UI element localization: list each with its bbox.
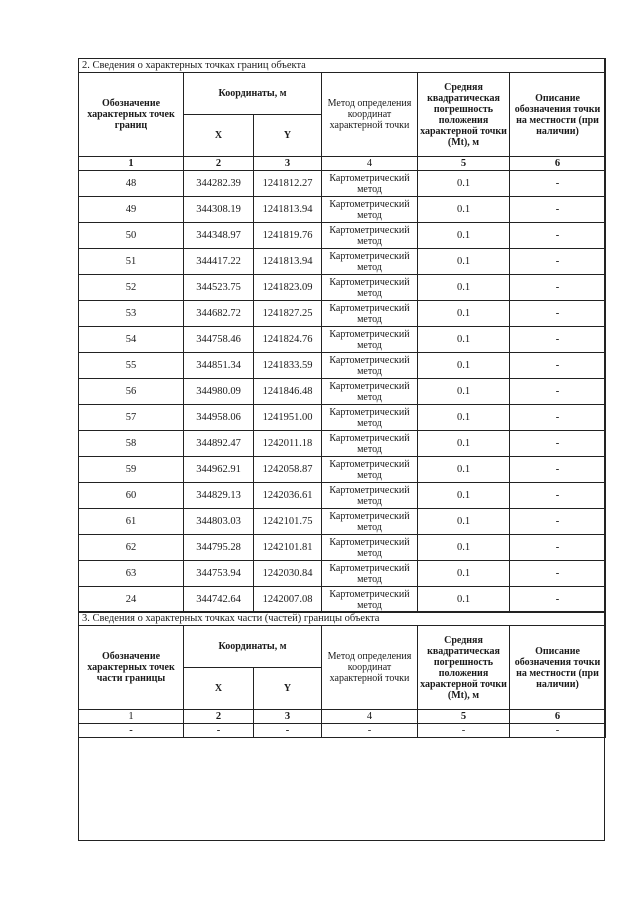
cell-designation: 59 xyxy=(79,457,184,483)
section-3-title-row xyxy=(79,612,606,626)
cell-error: 0.1 xyxy=(418,535,510,561)
cell-error: 0.1 xyxy=(418,587,510,613)
table-row xyxy=(79,275,606,301)
table-row xyxy=(79,431,606,457)
cell-designation: 60 xyxy=(79,483,184,509)
cell-designation: 61 xyxy=(79,509,184,535)
table-row xyxy=(79,301,606,327)
cell-error: 0.1 xyxy=(418,275,510,301)
cell-x: 344851.34 xyxy=(184,353,254,379)
cell-y: 1241823.09 xyxy=(254,275,322,301)
cell-y: 1241846.48 xyxy=(254,379,322,405)
cell-y: 1241824.76 xyxy=(254,327,322,353)
cell-designation: - xyxy=(79,724,184,738)
cell-error: 0.1 xyxy=(418,561,510,587)
cell-error: 0.1 xyxy=(418,301,510,327)
cell-error: 0.1 xyxy=(418,171,510,197)
cell-method: Картометрический метод xyxy=(322,275,418,301)
table-row xyxy=(79,249,606,275)
cell-x: 344958.06 xyxy=(184,405,254,431)
cell-description: - xyxy=(510,301,606,327)
table-row xyxy=(79,405,606,431)
cell-method: Картометрический метод xyxy=(322,561,418,587)
header-error: Средняя квадратическая погрешность положения характерной точки (Mt), м xyxy=(418,626,510,710)
cell-designation: 55 xyxy=(79,353,184,379)
cell-designation: 63 xyxy=(79,561,184,587)
column-number: 1 xyxy=(79,710,184,724)
header-method: Метод определения координат характерной точки xyxy=(322,626,418,710)
cell-y: 1242101.81 xyxy=(254,535,322,561)
cell-description: - xyxy=(510,405,606,431)
cell-method: Картометрический метод xyxy=(322,327,418,353)
cell-error: - xyxy=(418,724,510,738)
table-row xyxy=(79,171,606,197)
column-number: 1 xyxy=(79,157,184,171)
cell-description: - xyxy=(510,171,606,197)
cell-method: Картометрический метод xyxy=(322,457,418,483)
cell-description: - xyxy=(510,483,606,509)
cell-x: 344892.47 xyxy=(184,431,254,457)
cell-method: Картометрический метод xyxy=(322,379,418,405)
header-y: Y xyxy=(254,668,322,710)
cell-method: Картометрический метод xyxy=(322,535,418,561)
cell-method: Картометрический метод xyxy=(322,197,418,223)
cell-y: 1241833.59 xyxy=(254,353,322,379)
table-row xyxy=(79,509,606,535)
cell-y: 1241813.94 xyxy=(254,197,322,223)
cell-error: 0.1 xyxy=(418,379,510,405)
cell-x: 344758.46 xyxy=(184,327,254,353)
column-number: 3 xyxy=(254,157,322,171)
cell-x: 344980.09 xyxy=(184,379,254,405)
cell-description: - xyxy=(510,275,606,301)
cell-y: 1241951.00 xyxy=(254,405,322,431)
column-number: 2 xyxy=(184,157,254,171)
cell-method: Картометрический метод xyxy=(322,223,418,249)
cell-method: Картометрический метод xyxy=(322,301,418,327)
cell-method: Картометрический метод xyxy=(322,431,418,457)
cell-y: 1242058.87 xyxy=(254,457,322,483)
cell-method: Картометрический метод xyxy=(322,353,418,379)
cell-x: 344795.28 xyxy=(184,535,254,561)
cell-designation: 48 xyxy=(79,171,184,197)
boundary-part-points-table xyxy=(78,611,606,738)
cell-error: 0.1 xyxy=(418,431,510,457)
column-number: 5 xyxy=(418,157,510,171)
cell-designation: 58 xyxy=(79,431,184,457)
cell-error: 0.1 xyxy=(418,327,510,353)
cell-method: Картометрический метод xyxy=(322,249,418,275)
cell-x: 344523.75 xyxy=(184,275,254,301)
section-3-title: 3. Сведения о характерных точках части (частей) границы объекта xyxy=(79,612,606,626)
column-number: 6 xyxy=(510,710,606,724)
cell-x: 344417.22 xyxy=(184,249,254,275)
column-number: 3 xyxy=(254,710,322,724)
cell-method: Картометрический метод xyxy=(322,405,418,431)
cell-description: - xyxy=(510,249,606,275)
cell-x: 344742.64 xyxy=(184,587,254,613)
table-row xyxy=(79,561,606,587)
cell-x: 344753.94 xyxy=(184,561,254,587)
cell-designation: 50 xyxy=(79,223,184,249)
section-2-title: 2. Сведения о характерных точках границ объекта xyxy=(79,59,606,73)
cell-x: 344962.91 xyxy=(184,457,254,483)
cell-error: 0.1 xyxy=(418,483,510,509)
header-designation: Обозначение характерных точек границ xyxy=(79,73,184,157)
cell-designation: 57 xyxy=(79,405,184,431)
table-row xyxy=(79,483,606,509)
header-method: Метод определения координат характерной точки xyxy=(322,73,418,157)
header-row xyxy=(79,73,606,115)
table-row xyxy=(79,327,606,353)
cell-x: 344308.19 xyxy=(184,197,254,223)
table-row xyxy=(79,457,606,483)
cell-designation: 52 xyxy=(79,275,184,301)
cell-description: - xyxy=(510,509,606,535)
cell-x: 344803.03 xyxy=(184,509,254,535)
cell-description: - xyxy=(510,379,606,405)
cell-error: 0.1 xyxy=(418,249,510,275)
cell-description: - xyxy=(510,457,606,483)
cell-error: 0.1 xyxy=(418,197,510,223)
cell-description: - xyxy=(510,587,606,613)
header-coordinates: Координаты, м xyxy=(184,626,322,668)
header-error: Средняя квадратическая погрешность положения характерной точки (Mt), м xyxy=(418,73,510,157)
column-number-row xyxy=(79,710,606,724)
cell-error: 0.1 xyxy=(418,509,510,535)
column-number: 4 xyxy=(322,710,418,724)
column-number: 4 xyxy=(322,157,418,171)
cell-designation: 56 xyxy=(79,379,184,405)
cell-y: 1241827.25 xyxy=(254,301,322,327)
cell-designation: 62 xyxy=(79,535,184,561)
cell-description: - xyxy=(510,431,606,457)
cell-x: 344682.72 xyxy=(184,301,254,327)
cell-method: Картометрический метод xyxy=(322,483,418,509)
header-coordinates: Координаты, м xyxy=(184,73,322,115)
document-page xyxy=(78,58,605,841)
header-y: Y xyxy=(254,115,322,157)
header-x: X xyxy=(184,115,254,157)
cell-y: 1241813.94 xyxy=(254,249,322,275)
cell-error: 0.1 xyxy=(418,223,510,249)
cell-y: 1242030.84 xyxy=(254,561,322,587)
column-number-row xyxy=(79,157,606,171)
cell-designation: 49 xyxy=(79,197,184,223)
table-row xyxy=(79,353,606,379)
table-row xyxy=(79,535,606,561)
cell-designation: 24 xyxy=(79,587,184,613)
cell-y: - xyxy=(254,724,322,738)
cell-error: 0.1 xyxy=(418,405,510,431)
table-row xyxy=(79,587,606,613)
cell-y: 1241819.76 xyxy=(254,223,322,249)
cell-description: - xyxy=(510,327,606,353)
cell-description: - xyxy=(510,561,606,587)
cell-error: 0.1 xyxy=(418,457,510,483)
cell-method: Картометрический метод xyxy=(322,587,418,613)
cell-description: - xyxy=(510,535,606,561)
cell-y: 1242036.61 xyxy=(254,483,322,509)
header-x: X xyxy=(184,668,254,710)
header-description: Описание обозначения точки на местности (при наличии) xyxy=(510,626,606,710)
cell-designation: 54 xyxy=(79,327,184,353)
cell-y: 1242011.18 xyxy=(254,431,322,457)
cell-y: 1242101.75 xyxy=(254,509,322,535)
cell-x: 344829.13 xyxy=(184,483,254,509)
column-number: 6 xyxy=(510,157,606,171)
cell-y: 1241812.27 xyxy=(254,171,322,197)
header-row xyxy=(79,626,606,668)
cell-error: 0.1 xyxy=(418,353,510,379)
cell-description: - xyxy=(510,724,606,738)
table-row xyxy=(79,223,606,249)
section-2-title-row xyxy=(79,59,606,73)
table-row xyxy=(79,724,606,738)
cell-x: - xyxy=(184,724,254,738)
table-row xyxy=(79,197,606,223)
cell-description: - xyxy=(510,353,606,379)
cell-method: Картометрический метод xyxy=(322,509,418,535)
cell-description: - xyxy=(510,197,606,223)
boundary-points-table xyxy=(78,58,606,613)
cell-method: Картометрический метод xyxy=(322,171,418,197)
column-number: 5 xyxy=(418,710,510,724)
column-number: 2 xyxy=(184,710,254,724)
cell-method: - xyxy=(322,724,418,738)
cell-designation: 53 xyxy=(79,301,184,327)
header-designation: Обозначение характерных точек части границы xyxy=(79,626,184,710)
cell-designation: 51 xyxy=(79,249,184,275)
header-description: Описание обозначения точки на местности (при наличии) xyxy=(510,73,606,157)
cell-x: 344348.97 xyxy=(184,223,254,249)
table-row xyxy=(79,379,606,405)
cell-y: 1242007.08 xyxy=(254,587,322,613)
cell-x: 344282.39 xyxy=(184,171,254,197)
cell-description: - xyxy=(510,223,606,249)
